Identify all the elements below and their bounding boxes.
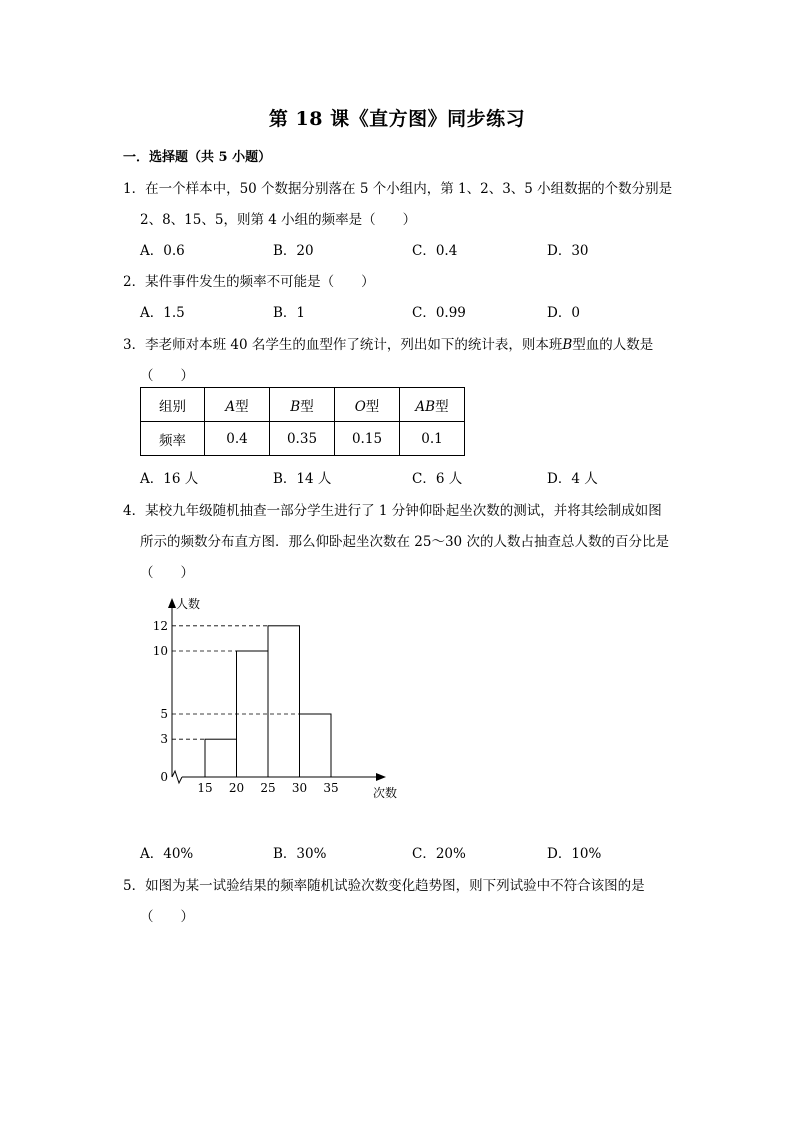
x-axis-label: 次数: [373, 786, 398, 800]
table-row-label: 频率: [141, 422, 205, 456]
table-cell: 0.15: [335, 422, 400, 456]
q4-option-d[interactable]: D．10%: [547, 846, 602, 862]
q1-option-b[interactable]: B．20: [273, 243, 314, 259]
histogram-bar: [205, 739, 237, 777]
table-type-a: A型: [205, 388, 270, 422]
table-type-ab: AB型: [400, 388, 465, 422]
q3-option-a[interactable]: A．16 人: [140, 471, 199, 487]
q2-line1: 2．某件事件发生的频率不可能是（ ）: [123, 274, 375, 290]
q1-line1: 1．在一个样本中，50 个数据分别落在 5 个小组内，第 1、2、3、5 小组数据的个数分别是: [123, 181, 673, 197]
q4-option-b[interactable]: B．30%: [273, 846, 327, 862]
x-tick-label: 15: [197, 781, 213, 795]
table-type-o: O型: [335, 388, 400, 422]
x-tick-label: 20: [228, 781, 245, 795]
q3-option-b[interactable]: B．14 人: [273, 471, 332, 487]
y-tick-label: 5: [160, 707, 168, 721]
q1-line2: 2、8、15、5，则第 4 小组的频率是（ ）: [140, 212, 417, 228]
q2-option-d[interactable]: D．0: [547, 305, 580, 321]
q3-option-c[interactable]: C．6 人: [412, 471, 463, 487]
table-cell: 0.4: [205, 422, 270, 456]
histogram-bar: [268, 626, 300, 777]
section-heading: 一．选择题（共 5 小题）: [123, 150, 272, 165]
y-tick-label: 10: [152, 644, 168, 658]
x-tick-label: 25: [260, 781, 276, 795]
y-axis-label: 人数: [176, 597, 201, 611]
y-tick-label: 3: [160, 732, 168, 747]
q4-line1: 4．某校九年级随机抽查一部分学生进行了 1 分钟仰卧起坐次数的测试，并将其绘制成如图: [123, 503, 662, 519]
q3-line1-var: B: [562, 337, 573, 353]
q2-option-a[interactable]: A．1.5: [140, 305, 185, 321]
histogram-chart: [150, 590, 420, 810]
q1-option-a[interactable]: A．0.6: [140, 243, 185, 259]
blood-type-table: [140, 387, 465, 456]
q2-option-c[interactable]: C．0.99: [412, 305, 466, 321]
q5-line1: 5．如图为某一试验结果的频率随机试验次数变化趋势图，则下列试验中不符合该图的是: [123, 878, 645, 894]
histogram-bar: [300, 714, 332, 777]
q4-line3: （ ）: [140, 565, 194, 581]
axis-break: [172, 771, 182, 783]
q3-line1: [123, 333, 653, 353]
x-tick-label: 30: [291, 781, 308, 795]
y-axis-arrow: [168, 598, 176, 608]
table-cell: 0.35: [270, 422, 335, 456]
q3-line1-text-b: 型血的人数是: [572, 337, 654, 353]
q5-line2: （ ）: [140, 909, 194, 925]
table-header-row: [141, 388, 465, 422]
q3-option-d[interactable]: D．4 人: [547, 471, 598, 487]
table-cell: 0.1: [400, 422, 465, 456]
y-tick-label: 12: [152, 618, 168, 633]
q1-option-d[interactable]: D．30: [547, 243, 589, 259]
x-tick-label: 35: [323, 781, 339, 795]
q4-option-c[interactable]: C．20%: [412, 846, 466, 862]
q4-line2: 所示的频数分布直方图．那么仰卧起坐次数在 25～30 次的人数占抽查总人数的百分比是: [140, 534, 669, 550]
table-header-label: 组别: [141, 388, 205, 422]
q2-option-b[interactable]: B．1: [273, 305, 306, 321]
page-title: 第 18 课《直方图》同步练习: [268, 108, 526, 130]
q3-line1-text-a: 3．李老师对本班 40 名学生的血型作了统计，列出如下的统计表，则本班: [123, 337, 563, 353]
y-tick-label: 0: [160, 770, 168, 784]
table-type-b: B型: [270, 388, 335, 422]
q3-line2: （ ）: [140, 368, 194, 384]
q4-option-a[interactable]: A．40%: [140, 846, 194, 862]
q1-option-c[interactable]: C．0.4: [412, 243, 458, 259]
table-value-row: [141, 422, 465, 456]
x-axis-arrow: [376, 773, 386, 781]
